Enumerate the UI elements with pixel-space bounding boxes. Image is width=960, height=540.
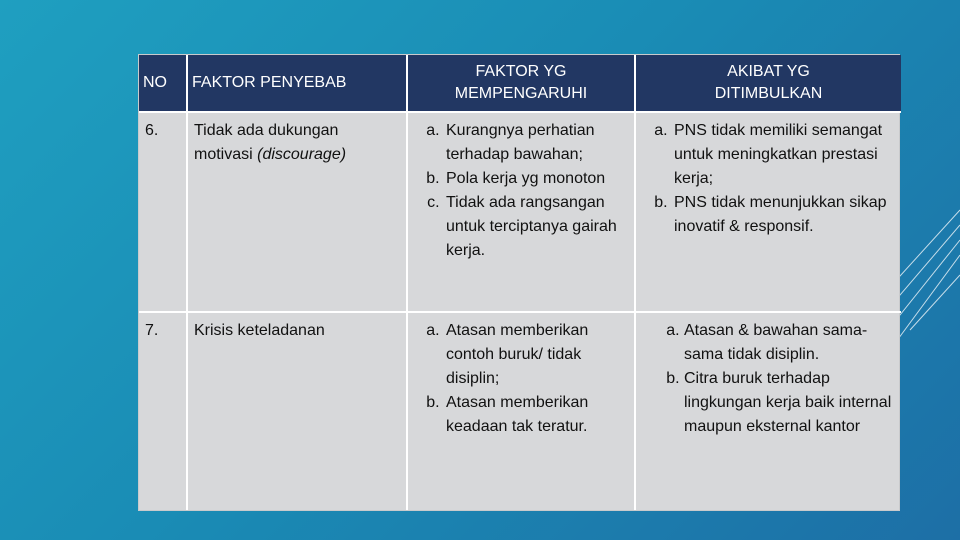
list-item: a. PNS tidak memiliki semangat untuk meningkatkan prestasi kerja; — [672, 119, 895, 191]
header-factor-influence-line1: FAKTOR YG — [475, 63, 567, 80]
header-factor-influence — [407, 55, 635, 112]
header-effect — [635, 55, 901, 112]
row-cause-text: Tidak ada dukungan motivasi — [194, 122, 339, 163]
row-influences — [407, 312, 635, 510]
influence-list — [414, 119, 628, 263]
list-item: b. Atasan memberikan keadaan tak teratur. — [444, 391, 628, 439]
list-item: b. PNS tidak menunjukkan sikap inovatif & responsif. — [672, 191, 895, 239]
factor-table — [139, 55, 901, 510]
list-item: c. Tidak ada rangsangan untuk terciptanya gairah kerja. — [444, 191, 628, 263]
list-item: b. Citra buruk terhadap lingkungan kerja baik internal maupun eksternal kantor — [684, 367, 895, 439]
header-effect-line1: AKIBAT YG — [727, 63, 810, 80]
row-number: 6. — [139, 112, 187, 312]
header-factor-influence-line2: MEMPENGARUHI — [454, 85, 588, 102]
row-effects — [635, 312, 901, 510]
list-item: a. Atasan memberikan contoh buruk/ tidak disiplin; — [444, 319, 628, 391]
list-item: a. Kurangnya perhatian terhadap bawahan; — [444, 119, 628, 167]
header-no: NO — [139, 55, 187, 112]
list-item: b. Pola kerja yg monoton — [444, 167, 628, 191]
factor-table-container — [138, 54, 900, 511]
row-cause — [187, 312, 407, 510]
list-item: a. Atasan & bawahan sama-sama tidak disiplin. — [684, 319, 895, 367]
table-row — [139, 112, 901, 312]
row-cause-emphasis: (discourage) — [257, 146, 347, 163]
row-effects — [635, 112, 901, 312]
effect-list — [642, 119, 895, 239]
table-header-row — [139, 55, 901, 112]
row-influences — [407, 112, 635, 312]
row-number: 7. — [139, 312, 187, 510]
table-row — [139, 312, 901, 510]
effect-list — [642, 319, 895, 439]
header-factor-cause: FAKTOR PENYEBAB — [187, 55, 407, 112]
row-cause-text: Krisis keteladanan — [194, 322, 325, 339]
row-cause — [187, 112, 407, 312]
influence-list — [414, 319, 628, 439]
header-effect-line2: DITIMBULKAN — [714, 85, 823, 102]
